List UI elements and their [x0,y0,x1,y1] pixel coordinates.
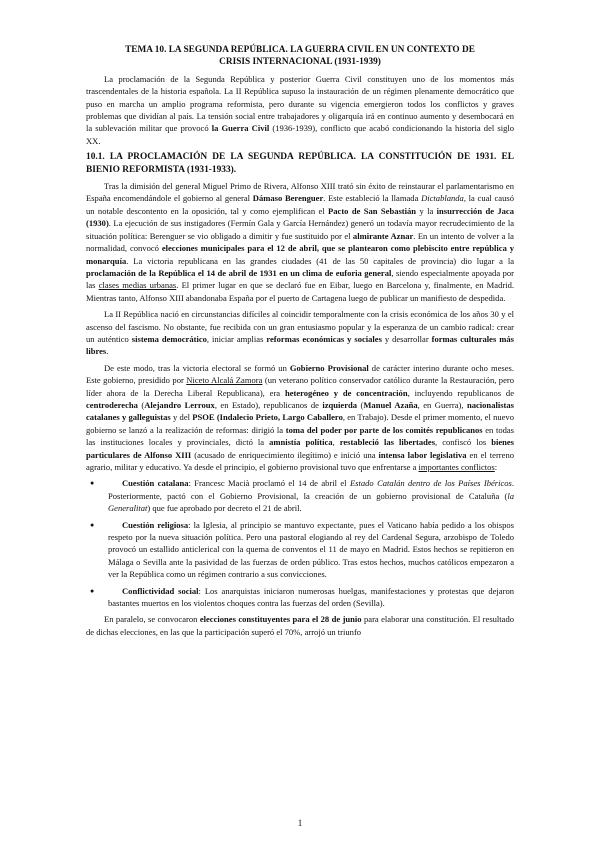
underline-conflictos: importantes conflictos [418,462,495,472]
text-run: en todas las instituciones locales y provinciales, dictó la [86,424,514,448]
intro-bold-guerra-civil: la Guerra Civil [211,123,270,134]
bullet-lead-catalana: Cuestión catalana [122,478,189,489]
italic-dictablanda: Dictablanda [421,193,464,204]
bold-libertades: restableció las libertades [339,437,436,448]
text-run: . La victoria republicana en las grandes ciudades (41 de las 50 capitales de provincia) dio lugar a la [126,255,514,266]
bold-formas-culturales: formas culturales más libres [86,333,514,357]
bullet-lead-religiosa: Cuestión religiosa [122,519,189,530]
paragraph-elecciones-constituyentes [86,613,514,638]
bullet-dot-icon: ● [90,520,95,529]
underline-clases-medias: clases medias urbanas [98,280,177,291]
bullet-dot-icon: ● [90,586,95,595]
bold-azana: Manuel Azaña [363,399,418,410]
text-run: , en Guerra), [417,399,467,410]
intro-paragraph [86,73,514,147]
title-line-2: CRISIS INTERNACIONAL (1931-1939) [219,57,381,68]
section-heading-10-1: 10.1. LA PROCLAMACIÓN DE LA SEGUNDA REPÚBLICA. LA CONSTITUCIÓN DE 1931. EL BIENIO REFORMISTA (1931-1933). [86,152,514,175]
bold-pacto-san-sebastian: Pacto de San Sebastián [328,205,417,216]
text-run: En paralelo, se convocaron [104,614,200,625]
text-run: Tras la dimisión del general Miguel Primo de Rivera, Alfonso XIII trató sin éxito de reinstaurar el parlamentarismo en España encomendándole el gobierno al general [86,181,514,204]
text-run: y desarrollar [381,333,432,344]
text-run: ) que fue aprobado por decreto el 21 de abril. [147,503,302,514]
text-run: en el terreno agrario, militar y educativo. Ya desde el principio, el gobierno provisional tuvo que enfrentarse a [86,449,514,472]
bold-lerroux: Alejandro Lerroux [144,399,215,410]
text-run: . En un intento de volver a la normalidad, convocó [86,230,514,254]
document-body [86,44,514,642]
text-run: : la Iglesia, al principio se mantuvo expectante, pues el Vaticano había pedido a los obispos respeto por la nueva situación política. Pero una pastoral elogiando al rey del Cardenal Segura, arzobispo de Toledo provocó un estallido anticlerical con la quema de conventos el 11 de mayo en Madrid. Estos hechos se repitieron en Málaga o Sevilla ante la pasividad de las fuerzas de orden público. Tras estos hechos, muchos católicos empezaron a ver la República como un régimen contrario a sus convicciones. [108,519,514,580]
text-run: ( [137,399,145,410]
document-title [86,44,514,69]
text-run: ( [357,399,364,410]
bold-labor-legislativa: intensa labor legislativa [378,449,467,460]
text-run: . [106,346,109,357]
bold-elecciones-municipales: elecciones municipales para el 12 de abril, que se plantearon como plebiscito entre república y monarquía [86,243,515,266]
bullet-conflictividad-social [86,585,514,610]
bold-psoe: PSOE (Indalecio Prieto, Largo Caballero [192,412,343,423]
bold-heterogeneo: heterogéneo y de concentración [284,387,408,398]
text-run: , en Trabajo). Desde el primer momento, el nuevo gobierno se lanzó a la realización de reformas: dirigió la [86,412,514,435]
text-run: . Posteriormente, pactó con el Gobierno Provisional, la creación de un gobierno provisional de Cataluña ( [108,478,515,501]
text-run: , en Estado), republicanos de [214,399,323,410]
bold-insurreccion-jaca: insurrección de Jaca (1930) [86,205,515,229]
text-run: . Este estableció la llamada [323,193,422,204]
bullet-cuestion-catalana [86,477,514,514]
text-run: De este modo, tras la victoria electoral se formó un [104,362,290,373]
italic-estado-catalan: Estado Catalán dentro de los Países Ibéricos [349,478,512,489]
text-run: y la [416,205,437,216]
bold-izquierda: izquierda [322,399,358,410]
text-run: para elaborar una constitución. El resultado de dichas elecciones, en las que la participación superó el 70%, arrojó un triunfo [86,614,515,637]
bold-bienes-alfonso: bienes particulares de Alfonso XIII [86,437,514,460]
text-run: : Los anarquistas iniciaron numerosas huelgas, manifestaciones y protestas que dejaron bastantes muertos en los violentos choques contra las fuerzas del orden (Sevilla). [108,585,514,609]
text-run: , incluyendo republicanos de [407,387,514,398]
bullet-dot-icon: ● [90,479,95,488]
bold-elecciones-constituyentes: elecciones constituyentes para el 28 de junio [199,614,362,625]
intro-text-end: (1936-1939), conflicto que acabó condicionando la historia del siglo XX. [86,123,514,146]
bold-toma-poder: toma del poder por parte de los comités republicanos [285,424,483,435]
bullet-lead-social: Conflictividad social [122,585,199,596]
bold-gobierno-provisional: Gobierno Provisional [289,362,369,373]
italic-generalitat: la Generalitat [108,490,514,514]
text-run: La II República nació en circunstancias difíciles al coincidir temporalmente con la crisis económica de los años 30 y el ascenso del fascismo. No obstante, fue recibida con un gran entusiasmo popular y la esperanza de un cambio radical: crear un auténtico [86,309,514,344]
text-run: (acusado de enriquecimiento ilegítimo) e inició una [191,449,379,460]
bold-almirante-aznar: almirante Aznar [352,230,414,241]
paragraph-crisis [86,308,514,358]
text-run: , siendo especialmente apoyada por las [86,267,514,291]
paragraph-proclamacion [86,180,514,304]
bold-berenguer: Dámaso Berenguer [252,193,324,204]
title-line-1: TEMA 10. LA SEGUNDA REPÚBLICA. LA GUERRA CIVIL EN UN CONTEXTO DE [125,45,475,55]
text-run: y del [170,412,193,423]
text-run: , la cual causó un notable descontento en la oposición, tal y como ejemplifican el [86,193,514,216]
page-number: 1 [297,818,303,828]
text-run: . El primer lugar en que se declaró fue en Eibar, luego en Barcelona y, finalmente, en Madrid. Mientras tanto, Alfonso XIII abandonaba España por el puerto de Cartagena luego de publicar un manifiesto de despedida. [86,280,514,303]
text-run: : [494,462,498,472]
bold-proclamacion-republica: proclamación de la República el 14 de abril de 1931 en un clima de euforia general [86,267,392,278]
bold-nacionalistas: nacionalistas catalanes y galleguistas [86,399,514,423]
text-run: , confiscó los [435,437,492,448]
bullet-cuestion-religiosa [86,519,514,581]
text-run: de carácter interino durante ocho meses. Este gobierno, presidido por [86,362,514,386]
text-run: (un veterano político conservador católico durante la Restauración, pero líder ahora de la Derecha Liberal Republicana), era [86,375,514,398]
intro-text: La proclamación de la Segunda República y posterior Guerra Civil constituyen uno de los momentos más trascendentales de la historia española. La II República supuso la instauración de un régimen plenamente democrático que puso en marcha un amplio programa reformista, pero durante su vigencia emergieron todos los conflictos y graves problemas que dividían al país. La tensión social entre trabajadores y oligarquía irá en continuo aumento y desembocará en la sublevación militar que provocó [86,73,514,134]
bold-sistema-democratico: sistema democrático [131,333,207,344]
paragraph-gobierno-provisional [86,362,514,474]
bold-centroderecha: centroderecha [86,399,138,410]
text-run: : Francesc Macià proclamó el 14 de abril el [188,478,350,489]
bold-amnistia: amnistía política [269,437,333,448]
text-run: , [332,437,340,448]
text-run: , iniciar amplias [206,333,267,344]
underline-niceto: Niceto Alcalá Zamora [186,375,263,386]
text-run: . La ejecución de sus instigadores (Fermín Gala y García Hernández) generó un todavía mayor recrudecimiento de la situación política: Berenguer se vio obligado a dimitir y fue sustituido por el [86,218,514,241]
bold-reformas: reformas económicas y sociales [266,333,382,344]
